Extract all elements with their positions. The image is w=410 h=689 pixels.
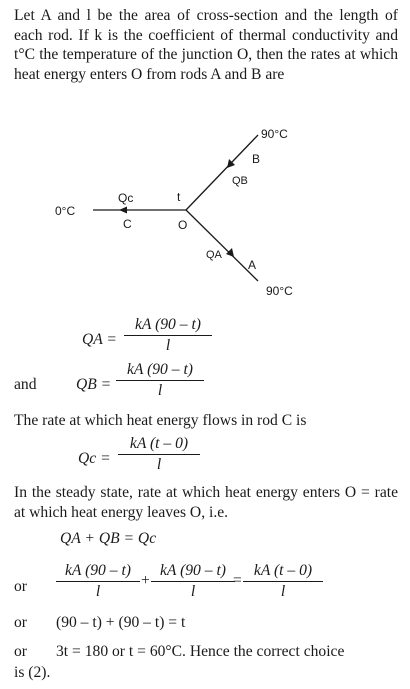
or-fraction-3: [243, 562, 323, 601]
or-fraction-2: [151, 562, 235, 601]
fraction-bar: [243, 581, 323, 582]
qb-denominator: l: [157, 382, 163, 399]
temp-bottom: 90°C: [266, 284, 293, 298]
temp-top: 90°C: [261, 127, 288, 141]
arrow-c-icon: [119, 207, 127, 214]
label-b: B: [252, 152, 261, 166]
result-equation: 3t = 180 or t = 60°C. Hence the correct choice: [56, 643, 345, 660]
rate-c-text: The rate at which heat energy flows in rod C is: [14, 412, 307, 429]
label-a: A: [248, 258, 257, 272]
equals-sign: =: [233, 572, 242, 589]
fraction-bar: [116, 380, 204, 381]
qb-fraction: [116, 361, 204, 400]
arrow-a-icon: [226, 248, 234, 257]
fraction-bar: [118, 454, 200, 455]
or-label-1: or: [14, 578, 27, 595]
qa-denominator: l: [165, 337, 171, 354]
sum-equation: QA + QB = Qc: [60, 530, 157, 547]
steady-state-paragraph: In the steady state, rate at which heat energy enters O = rate at which heat energy leaves O, i.e.: [14, 484, 398, 521]
label-qb: QB: [232, 175, 248, 187]
label-t: t: [177, 190, 181, 204]
junction-diagram: [0, 118, 410, 308]
fraction-bar: [56, 581, 140, 582]
qc-fraction: [118, 435, 200, 474]
qc-denominator: l: [156, 456, 162, 473]
or-fraction-1: [56, 562, 140, 601]
and-label: and: [14, 376, 37, 393]
label-qa: QA: [206, 249, 222, 261]
or-f2-denominator: l: [190, 583, 196, 600]
qa-fraction: [124, 316, 212, 355]
or-label-3: or: [14, 643, 27, 660]
or-f3-denominator: l: [280, 583, 286, 600]
intro-paragraph: Let A and l be the area of cross-section and the length of each rod. If k is the coefficient of thermal conductivity and t°C the temperature of the junction O, then the rates at which heat energy enters O from rods A and B are: [14, 7, 398, 83]
answer-line: is (2).: [14, 664, 51, 681]
or-f1-denominator: l: [95, 583, 101, 600]
qb-lhs: QB =: [76, 376, 112, 393]
qa-lhs: QA =: [82, 331, 117, 348]
label-c: C: [123, 217, 132, 231]
or-label-2: or: [14, 614, 27, 631]
label-o: O: [178, 218, 188, 232]
fraction-bar: [124, 335, 212, 336]
temp-left: 0°C: [55, 204, 76, 218]
qc-numerator: kA (t – 0): [129, 435, 189, 452]
qc-lhs: Qc =: [78, 450, 111, 467]
or-f1-numerator: kA (90 – t): [65, 562, 131, 579]
qa-numerator: kA (90 – t): [135, 316, 201, 333]
fraction-bar: [151, 581, 235, 582]
simplified-equation: (90 – t) + (90 – t) = t: [56, 614, 186, 631]
label-qc: Qc: [118, 191, 134, 205]
plus-sign: +: [141, 572, 150, 589]
qb-numerator: kA (90 – t): [127, 361, 193, 378]
or-f3-numerator: kA (t – 0): [253, 562, 313, 579]
or-f2-numerator: kA (90 – t): [160, 562, 226, 579]
